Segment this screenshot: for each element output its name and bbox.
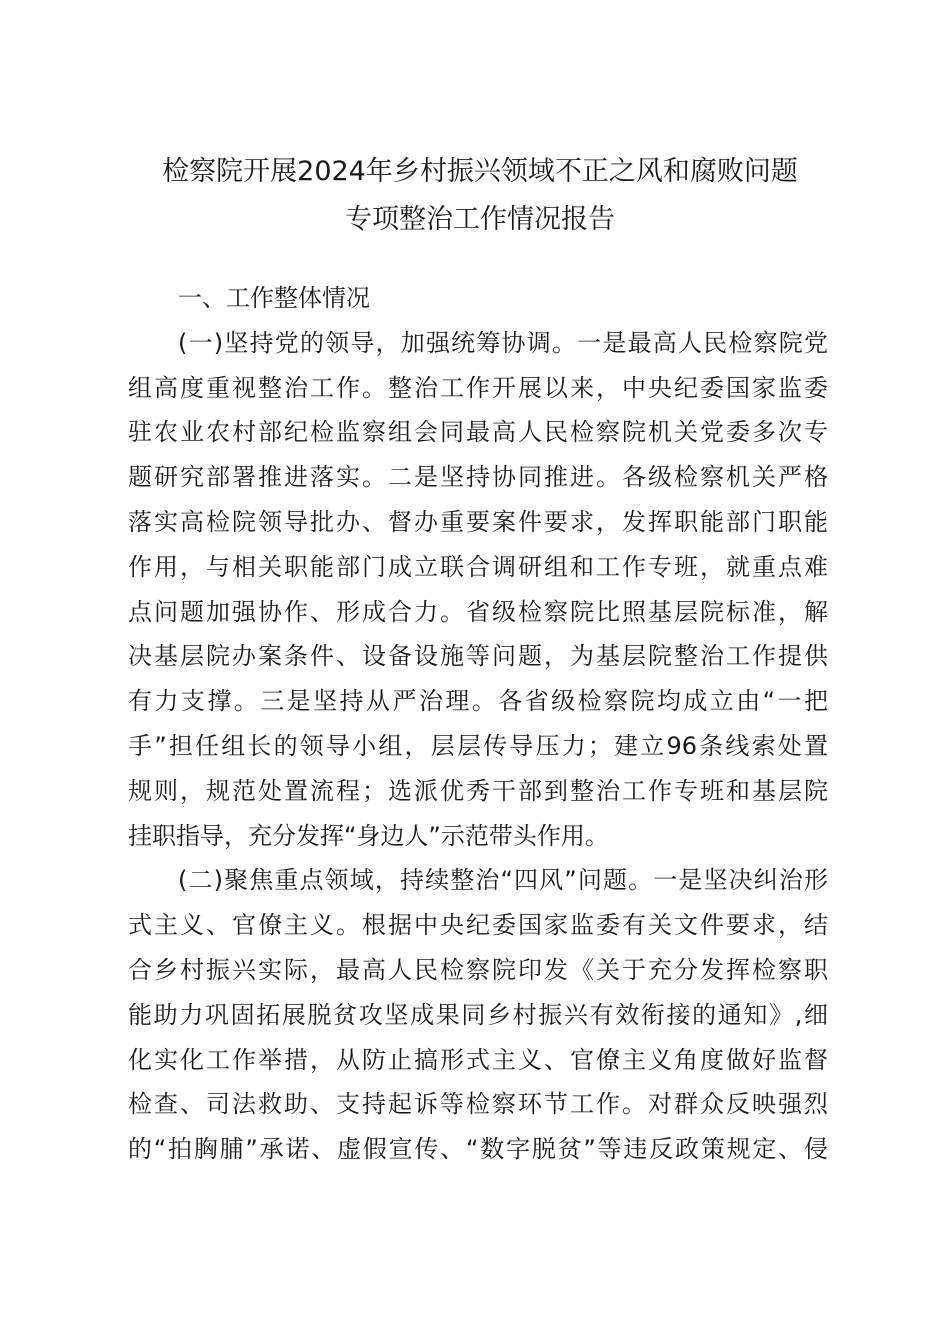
paragraph-line: 点问题加强协作、形成合力。省级检察院比照基层院标准，解 <box>128 597 828 626</box>
document-body <box>128 276 828 1172</box>
paragraph-line: 驻农业农村部纪检监察组会同最高人民检察院机关党委多次专 <box>128 418 828 447</box>
paragraph-line: 的“拍胸脯”承诺、虚假宣传、“数字脱贫”等违反政策规定、侵 <box>128 1135 828 1164</box>
document-title-line-2: 专项整治工作情况报告 <box>345 204 615 235</box>
paragraph-line: 式主义、官僚主义。根据中央纪委国家监委有关文件要求，结 <box>128 911 828 940</box>
paragraph-line: 作用，与相关职能部门成立联合调研组和工作专班，就重点难 <box>128 552 828 581</box>
paragraph-line: 有力支撑。三是坚持从严治理。各省级检察院均成立由“一把 <box>128 687 828 716</box>
paragraph-line: 检查、司法救助、支持起诉等检察环节工作。对群众反映强烈 <box>128 1090 828 1119</box>
paragraph-line: (二)聚焦重点领域，持续整治“四风”问题。一是坚决纠治形 <box>178 866 828 895</box>
paragraph-2 <box>128 858 828 1172</box>
paragraph-line: 能助力巩固拓展脱贫攻坚成果同乡村振兴有效衔接的通知》,细 <box>128 1000 828 1029</box>
paragraph-line: 合乡村振兴实际，最高人民检察院印发《关于充分发挥检察职 <box>128 955 828 984</box>
paragraph-line: 手”担任组长的领导小组，层层传导压力；建立96条线索处置 <box>128 731 828 760</box>
paragraph-line: 规则，规范处置流程；选派优秀干部到整治工作专班和基层院 <box>128 776 828 805</box>
paragraph-line: 决基层院办案条件、设备设施等问题，为基层院整治工作提供 <box>128 642 828 671</box>
paragraph-line: 挂职指导，充分发挥“身边人”示范带头作用。 <box>128 821 609 850</box>
paragraph-line: (一)坚持党的领导，加强统筹协调。一是最高人民检察院党 <box>178 328 828 357</box>
paragraph-line: 组高度重视整治工作。整治工作开展以来，中央纪委国家监委 <box>128 373 828 402</box>
paragraph-line: 落实高检院领导批办、督办重要案件要求，发挥职能部门职能 <box>128 507 828 536</box>
paragraph-1 <box>128 321 828 859</box>
document-title-line-1: 检察院开展2024年乡村振兴领域不正之风和腐败问题 <box>162 156 798 187</box>
paragraph-line: 化实化工作举措，从防止搞形式主义、官僚主义角度做好监督 <box>128 1045 828 1074</box>
section-heading: 一、工作整体情况 <box>178 284 370 312</box>
paragraph-line: 题研究部署推进落实。二是坚持协同推进。各级检察机关严格 <box>128 463 828 492</box>
